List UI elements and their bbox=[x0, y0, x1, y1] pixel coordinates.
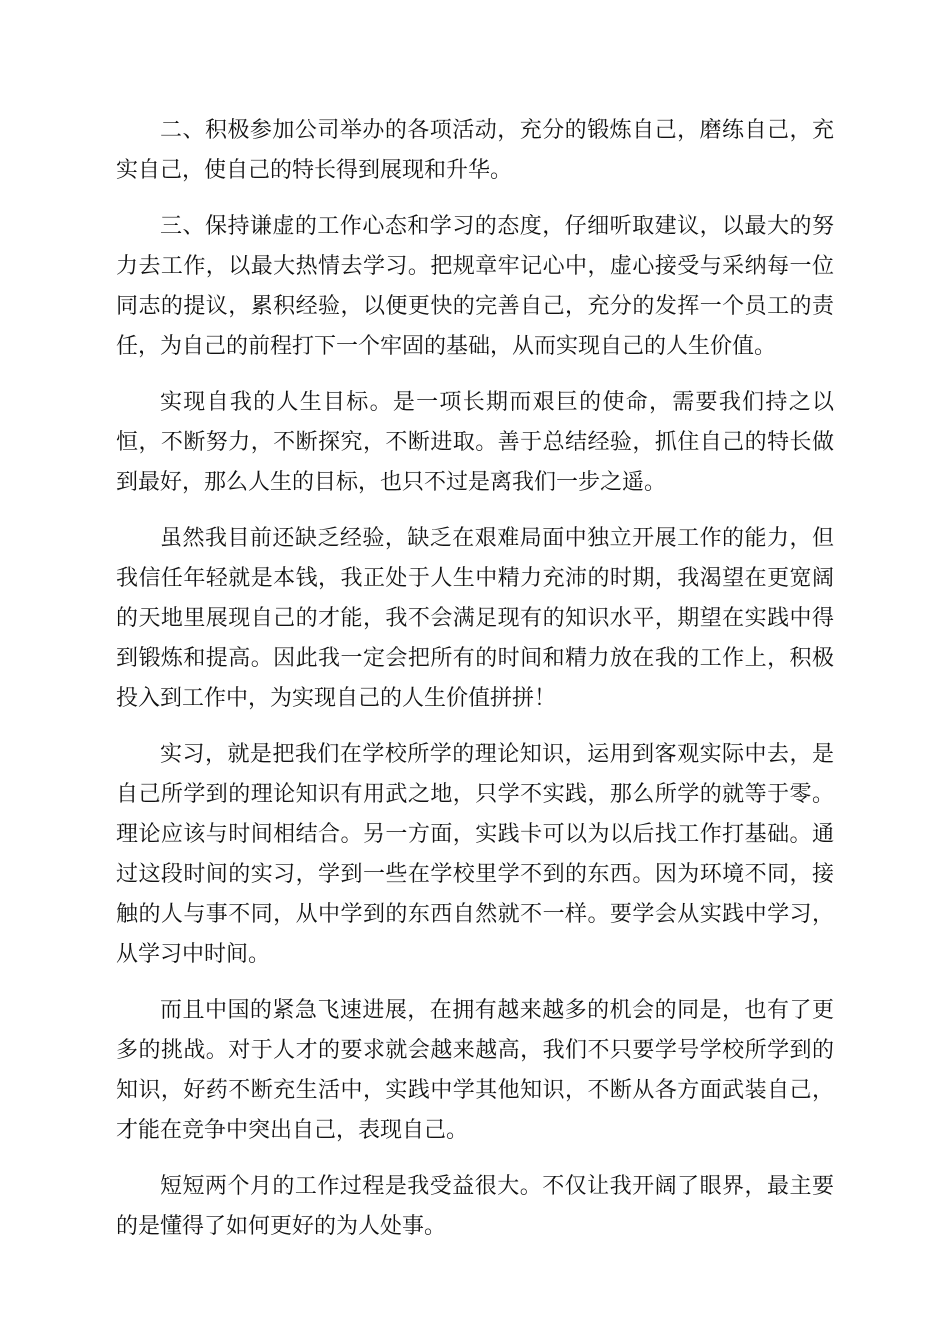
paragraph-lack-experience: 虽然我目前还缺乏经验，缺乏在艰难局面中独立开展工作的能力，但我信任年轻就是本钱，我正处于人生中精力充沛的时期，我渴望在更宽阔的天地里展现自己的才能，我不会满足现有的知识水平，期望在实践中得到锻炼和提高。因此我一定会把所有的时间和精力放在我的工作上，积极投入到工作中，为实现自己的人生价值拼拼！ bbox=[116, 526, 834, 711]
paragraph-3: 三、保持谦虚的工作心态和学习的态度，仔细听取建议，以最大的努力去工作，以最大热情去学习。把规章牢记心中，虚心接受与采纳每一位同志的提议，累积经验，以便更快的完善自己，充分的发挥一个员工的责任，为自己的前程打下一个牢固的基础，从而实现自己的人生价值。 bbox=[116, 214, 834, 359]
paragraph-2: 二、积极参加公司举办的各项活动，充分的锻炼自己，磨练自己，充实自己，使自己的特长得到展现和升华。 bbox=[116, 118, 834, 183]
paragraph-two-months: 短短两个月的工作过程是我受益很大。不仅让我开阔了眼界，最主要的是懂得了如何更好的为人处事。 bbox=[116, 1174, 834, 1239]
paragraph-china-development: 而且中国的紧急飞速进展，在拥有越来越多的机会的同是，也有了更多的挑战。对于人才的要求就会越来越高，我们不只要学号学校所学到的知识，好药不断充生活中，实践中学其他知识，不断从各方面武装自己，才能在竞争中突出自己，表现自己。 bbox=[116, 998, 834, 1143]
paragraph-internship: 实习，就是把我们在学校所学的理论知识，运用到客观实际中去，是自己所学到的理论知识有用武之地，只学不实践，那么所学的就等于零。理论应该与时间相结合。另一方面，实践卡可以为以后找工作打基础。通过这段时间的实习，学到一些在学校里学不到的东西。因为环境不同，接触的人与事不同，从中学到的东西自然就不一样。要学会从实践中学习，从学习中时间。 bbox=[116, 742, 834, 967]
document-body bbox=[116, 111, 834, 1263]
paragraph-life-goal: 实现自我的人生目标。是一项长期而艰巨的使命，需要我们持之以恒，不断努力，不断探究，不断进取。善于总结经验，抓住自己的特长做到最好，那么人生的目标，也只不过是离我们一步之遥。 bbox=[116, 390, 834, 495]
